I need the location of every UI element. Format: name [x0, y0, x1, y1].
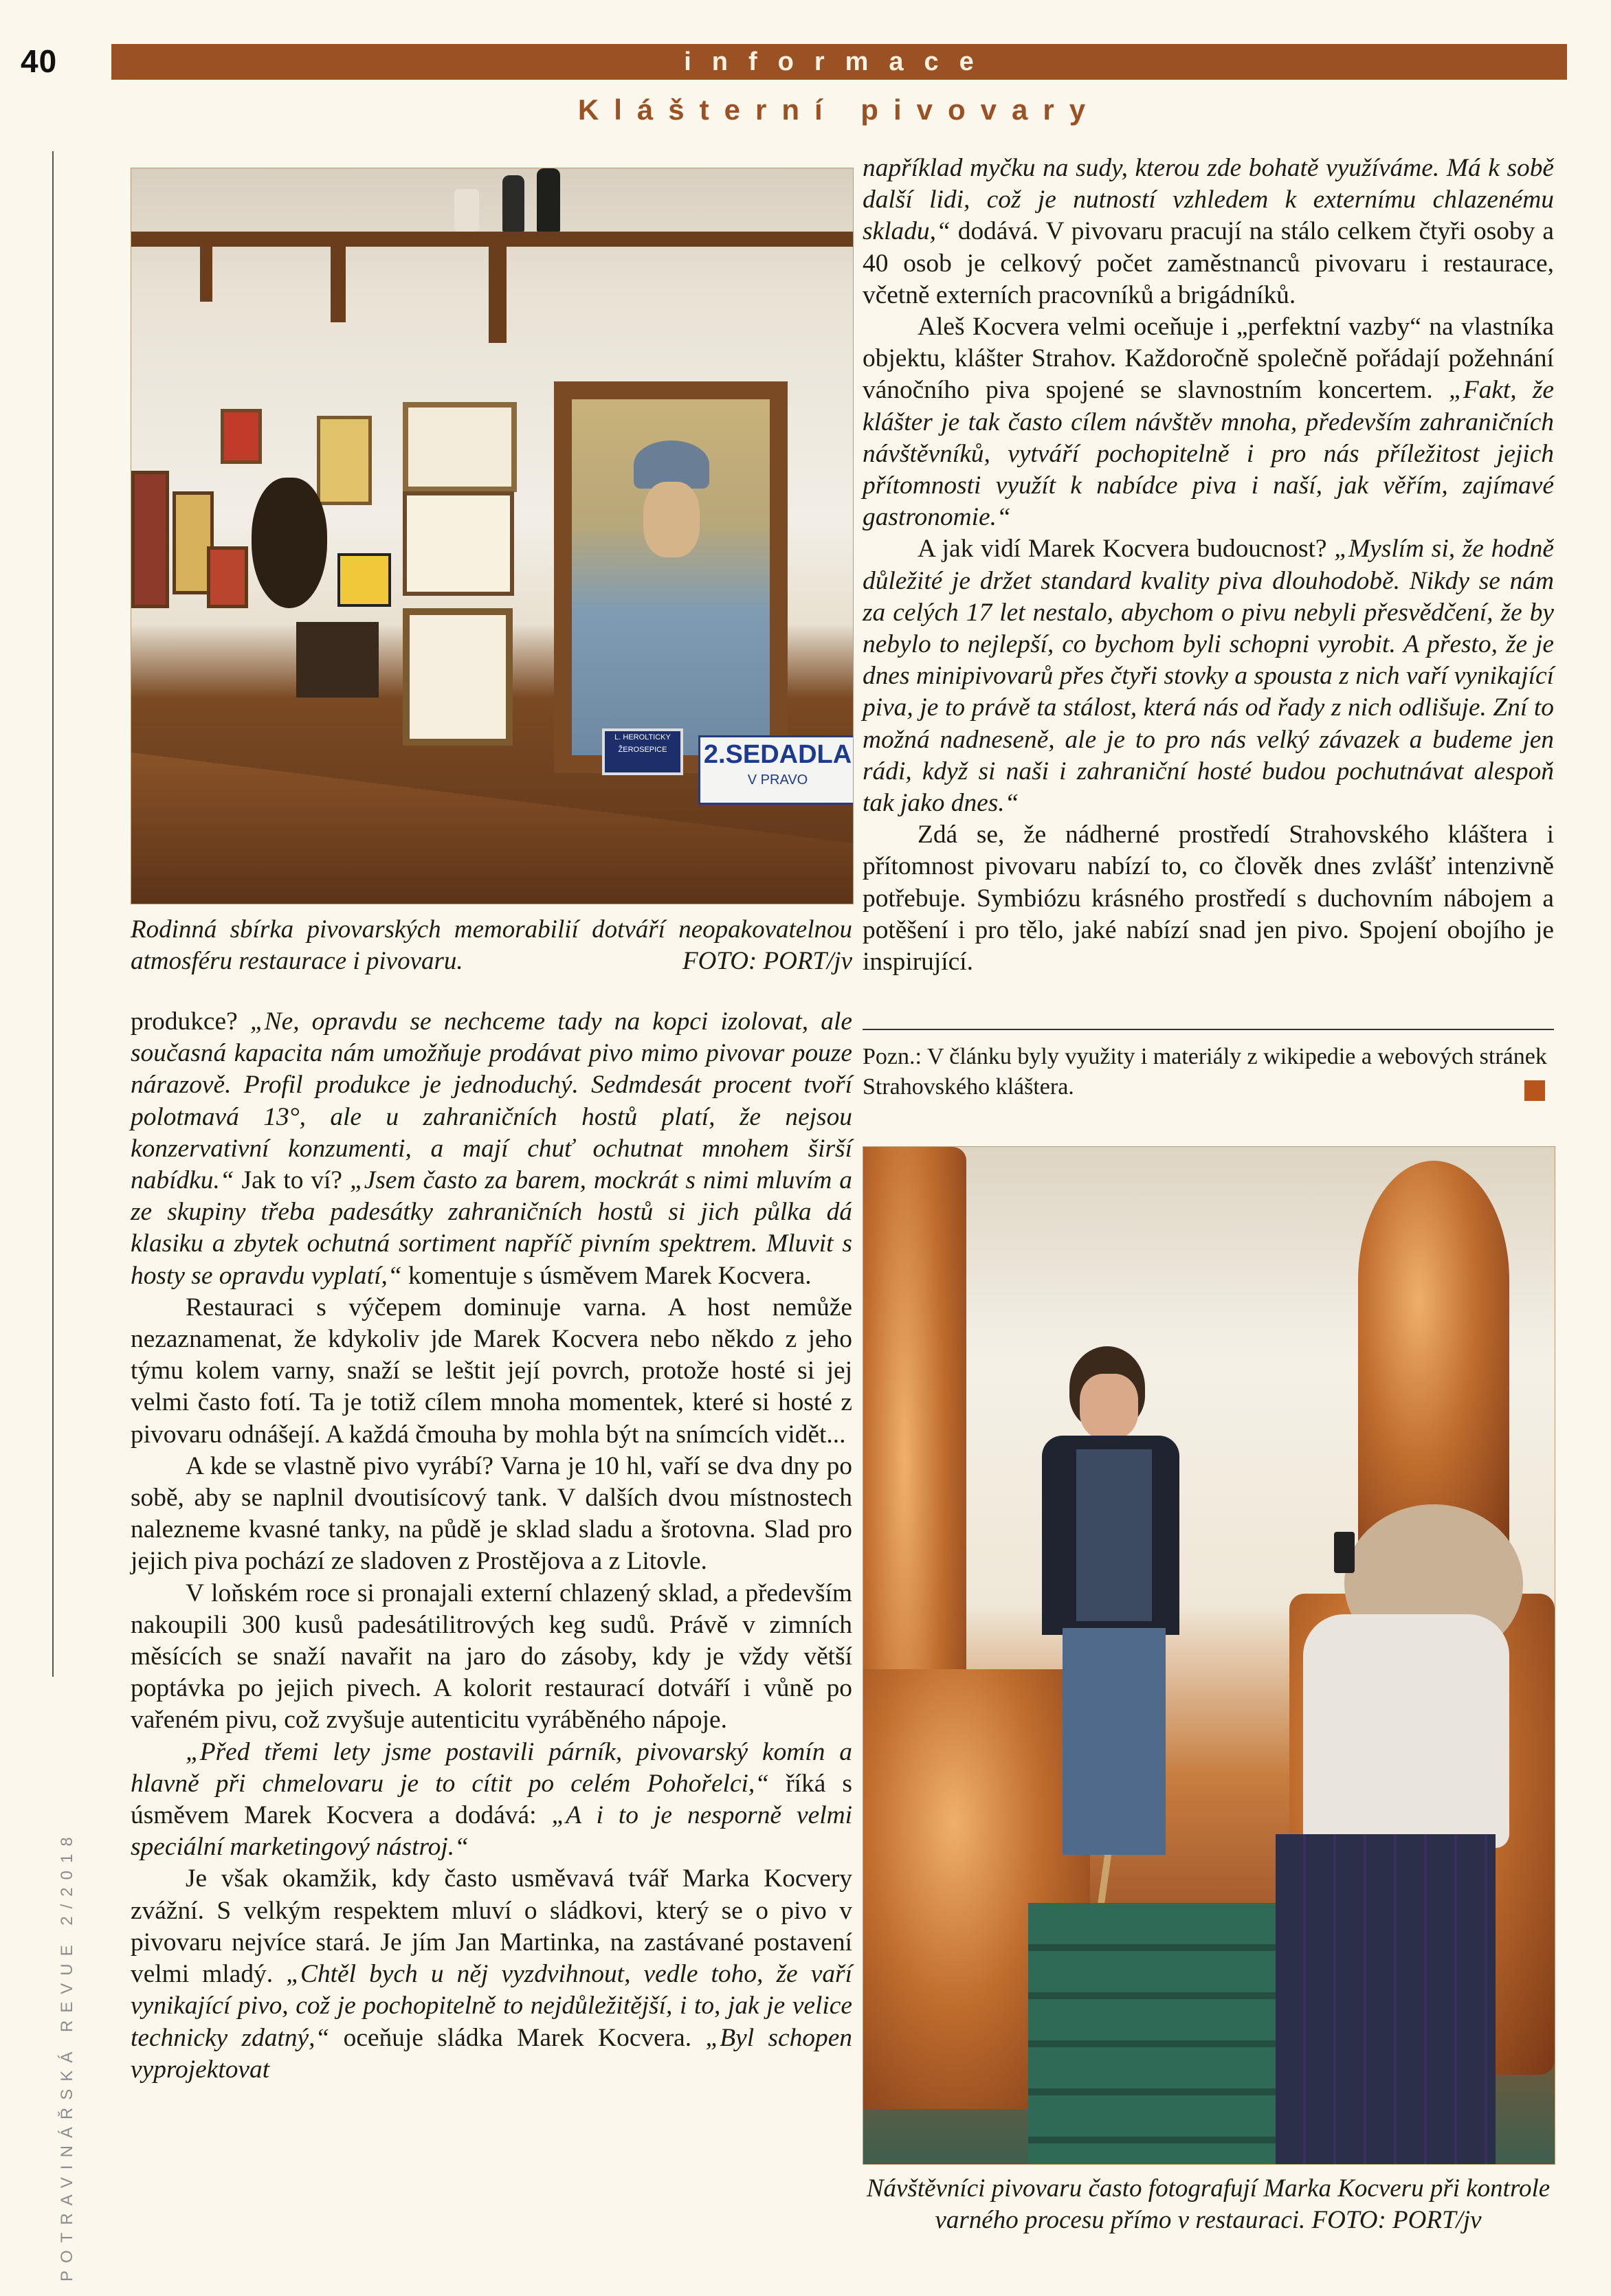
jug [454, 189, 479, 232]
note-divider [863, 1029, 1554, 1030]
text: Je však okamžik, kdy často usměvavá tvář Marka Kocvery zvážní. S velkým respektem mluví o sládkovi, který se o pivo v pivovaru nejvíce stará. Je jím Jan Martinka, na zastávané postavení velmi mladý. [131, 1864, 852, 1989]
seat-sign-direction: V PRAVO [747, 772, 808, 788]
shelf-bracket [331, 247, 346, 322]
photo-credit: FOTO: PORT/jv [682, 947, 852, 975]
dark-plaque [296, 622, 379, 698]
article-end-mark [1524, 1080, 1545, 1101]
memorabilia-photo [131, 168, 854, 904]
paragraph [131, 1863, 852, 2085]
street-sign [602, 728, 683, 775]
right-column [863, 153, 1554, 978]
framed-poster [207, 546, 248, 608]
quote: „Byl schopen vyprojektovat [131, 2023, 852, 2084]
text: produkce? [131, 1007, 250, 1036]
left-column [131, 1006, 852, 2086]
paragraph: Zdá se, že nádherné prostředí Strahovského kláštera i přítomnost pivovaru nabízí to, co člověk dnes zvlášť intenzivně potřebuje. Symbiózu krásného prostředí s duchovním nábojem a potěšení i pro tělo, jaké nabízí snad jen pivo. Spojení obojího je inspirující. [863, 821, 1554, 977]
phone-camera [1334, 1532, 1355, 1573]
woman-checked-trousers [1276, 1834, 1496, 2164]
photo-credit: FOTO: PORT/jv [1311, 2206, 1482, 2234]
text: Jak to ví? [234, 1166, 350, 1195]
quote: „Jsem často za barem, mockrát s nimi mluvím a ze skupiny třeba padesátky zahraničních hostů si jich půlka dá klasiku a zbytek ochutná sortiment napříč pivním spektrem. Mluvit s hosty se opravdu vyplatí,“ [131, 1166, 852, 1290]
framed-certificate [403, 491, 514, 596]
text: dodává. V pivovaru pracují na stálo celkem čtyři osoby a 40 osob je celkový počet zaměstnanců pivovaru i restaurace, včetně externích pracovníků a brigádníků. [863, 217, 1554, 309]
man-jeans [1063, 1628, 1166, 1855]
text: Aleš Kocvera velmi oceňuje i „perfektní vazby“ na vlastníka objektu, klášter Strahov. Každoročně společně pořádají požehnání vánočního piva spojené se slavnostním koncertem. [863, 313, 1554, 405]
section-label: informace [684, 47, 995, 76]
paragraph [863, 311, 1554, 533]
officer-portrait [572, 399, 770, 755]
text: A jak vidí Marek Kocvera budoucnost? [918, 535, 1335, 564]
paragraph [863, 153, 1554, 311]
brewhouse-photo [863, 1146, 1555, 2165]
framed-poster [317, 416, 372, 505]
paragraph: Restauraci s výčepem dominuje varna. A host nemůže nezaznamenat, že kdykoliv jde Marek Kocvera nebo někdo z jeho týmu kolem varny, snaží se leštit její povrch, protože hosté si jej velmi často fotí. Ta je totiž cílem mnoha momentek, které si hosté z pivovaru odnášejí. A každá čmouha by mohla být na snímcích vidět... [131, 1293, 852, 1449]
quote: „Před třemi lety jsme postavili párník, pivovarský komín a hlavně při chmelovaru je to cítit po celém Pohořelci,“ [131, 1737, 852, 1798]
seat-sign-number: 2.SEDADLA [703, 740, 852, 769]
quote: například myčku na sudy, kterou zde bohatě využíváme. Má k sobě další lidi, což je nutností vzhledem k externímu chlazenému skladu,“ [863, 154, 1554, 246]
paragraph [863, 533, 1554, 819]
framed-drawing [403, 608, 513, 746]
publication-name: POTRAVINÁŘSKÁ REVUE 2/2018 [58, 1829, 76, 2282]
paragraph [131, 1737, 852, 1864]
quote: „Myslím si, že hodně důležité je držet standard kvality piva dlouhodobě. Nikdy se nám za celých 17 let nestalo, abychom o pivu nebyli přesvědčení, že by nebylo to nejlepší, co bychom byli schopni vyrobit. A přesto, že je dnes minipivovarů přes čtyři stovky a spousta z nich vaří vynikající piva, je to právě ta stálost, která nás od řady z nich odlišuje. Zní to možná nadneseně, ale je to pro nás velký závazek a budeme jen rádi, když si naši i zahraniční hosté budou pochutnávat alespoň tak jako dnes.“ [863, 535, 1554, 818]
page-number: 40 [21, 43, 58, 79]
bottle [502, 175, 524, 232]
man-face [1080, 1374, 1138, 1439]
text: říká s úsměvem Marek Kocvera a dodává: [131, 1769, 852, 1830]
text: komentuje s úsměvem Marek Kocvera. [401, 1261, 812, 1290]
article-topic: Klášterní pivovary [577, 93, 1101, 126]
text: oceňuje sládka Marek Kocvera. [329, 2023, 706, 2052]
man-shirt [1076, 1449, 1152, 1621]
framed-certificate [403, 402, 517, 492]
shelf-bracket [489, 247, 507, 343]
face [643, 482, 700, 557]
woman-white-jacket [1303, 1614, 1509, 1848]
framed-poster [221, 409, 262, 464]
source-note: Pozn.: V článku byly využity i materiály z wikipedie a webových stránek Strahovského kláštera. [863, 1044, 1547, 1100]
wall-shelf [131, 232, 853, 247]
street-sign-text: L. HEROLTICKY [614, 733, 671, 742]
paragraph: V loňském roce si pronajali externí chlazený sklad, a především nakoupili 300 kusů padesátilitrových keg sudů. Právě v zimních měsících se snaží navařit na jaro do zásoby, kdy je vždy větší poptávka po jejich pivech. A kolorit restaurací dotváří i vůně po vařeném pivu, což zvyšuje autenticitu vyráběného nápoje. [131, 1579, 852, 1735]
portrait-frame [554, 381, 788, 773]
caption-text: Návštěvníci pivovaru často fotografují Marka Kocveru při kontrole varného procesu přímo v restauraci. [866, 2174, 1551, 2234]
framed-poster [131, 471, 169, 608]
bottom-photo-caption [863, 2173, 1554, 2236]
caption-text: Rodinná sbírka pivovarských memorabilií dotváří neopakovatelnou atmosféru restaurace i pivovaru. [131, 915, 852, 975]
lion-sign [337, 553, 391, 607]
quote: „Fakt, že klášter je tak často cílem návštěv mnoha, především zahraničních návštěvníků, vytváří pochopitelně i pro nás příležitost jejich přítomnosti využít k nabídce piva i naší, jak věřím, zajímavé gastronomie.“ [863, 376, 1555, 532]
street-sign-text: ŽEROSEPICE [618, 746, 667, 754]
copper-vessel-top [1358, 1161, 1509, 1559]
shelf-bracket [200, 247, 212, 302]
quote: „A i to je nesporně velmi speciální marketingový nástroj.“ [131, 1801, 853, 1862]
seat-sign [698, 735, 854, 805]
top-photo-caption [131, 914, 852, 977]
quote: „Ne, opravdu se nechceme tady na kopci izolovat, ale současná kapacita nám umožňuje prodávat pivo mimo pivovar pouze nárazově. Profil produkce je jednoduchý. Sedmdesát procent tvoří polotmavá 13°, ale u zahraničních hostů platí, že nejsou konzervativní konzumenti, a mají chuť ochutnat mnohem širší nabídku.“ [131, 1007, 852, 1195]
paragraph [131, 1006, 852, 1292]
side-rule [52, 151, 54, 1677]
bottle [537, 168, 560, 232]
quote: „Chtěl bych u něj vyzdvihnout, vedle toho, že vaří vynikající pivo, což je pochopitelně to nejdůležitější, i to, jak je velice technicky zdatný,“ [131, 1960, 852, 2052]
paragraph: A kde se vlastně pivo vyrábí? Varna je 10 hl, vaří se dva dny po sobě, aby se naplnil dvoutisícový tank. V dalších dvou místnostech nalezneme kvasné tanky, na půdě je sklad sladu a šrotovna. Slad pro jejich piva pochází ze sladoven z Prostějova a z Litovle. [131, 1451, 852, 1576]
eagle-coat-of-arms [252, 478, 327, 608]
